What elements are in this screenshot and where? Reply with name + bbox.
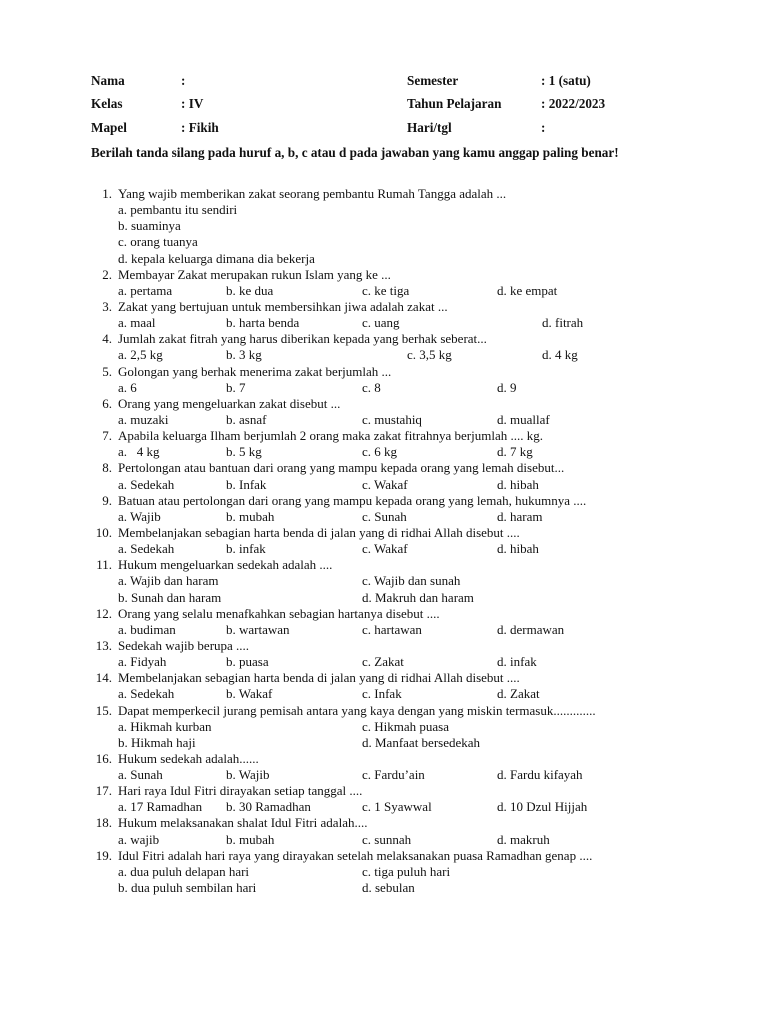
answer-option: c. sunnah: [362, 831, 412, 847]
question-text: Orang yang mengeluarkan zakat disebut ...: [118, 395, 341, 411]
option-row: [0, 622, 768, 638]
option-row: [0, 251, 768, 267]
answer-option: a. 6: [118, 379, 137, 395]
option-row: [0, 735, 768, 751]
instruction: Berilah tanda silang pada huruf a, b, c atau d pada jawaban yang kamu anggap paling benar!: [91, 145, 619, 160]
answer-option: c. tiga puluh hari: [362, 863, 451, 879]
question-item: [0, 703, 768, 719]
option-row: [0, 880, 768, 896]
answer-option: d. Fardu kifayah: [497, 767, 583, 783]
answer-option: b. Infak: [226, 476, 267, 492]
question-number: 6.: [102, 395, 112, 411]
option-row: [0, 477, 768, 493]
answer-option: d. sebulan: [362, 880, 415, 896]
question-item: [0, 396, 768, 412]
answer-option: b. 5 kg: [226, 444, 262, 460]
question-text: Dapat memperkecil jurang pemisah antara yang kaya dengan yang miskin termasuk.............: [118, 702, 596, 718]
question-number: 13.: [95, 637, 112, 653]
question-text: Hukum melaksanakan shalat Idul Fitri adalah....: [118, 815, 368, 831]
question-item: [0, 783, 768, 799]
question-item: [0, 815, 768, 831]
question-number: 3.: [102, 298, 112, 314]
answer-option: a. Wajib: [118, 508, 161, 524]
question-number: 12.: [95, 605, 112, 621]
option-row: [0, 864, 768, 880]
answer-option: a. maal: [118, 315, 156, 331]
question-text: Membelanjakan sebagian harta benda di jalan yang di ridhai Allah disebut ....: [118, 524, 520, 540]
question-text: Hukum sedekah adalah......: [118, 750, 259, 766]
nama-value: :: [181, 73, 186, 88]
answer-option: c. hartawan: [362, 621, 422, 637]
answer-option: b. Hikmah haji: [118, 734, 196, 750]
question-number: 18.: [95, 815, 112, 831]
question-item: [0, 299, 768, 315]
tahun-label: Tahun Pelajaran: [407, 96, 502, 111]
answer-option: d. muallaf: [497, 411, 550, 427]
mapel-value: : Fikih: [181, 120, 219, 135]
hari-value: :: [541, 120, 546, 135]
answer-option: c. Wakaf: [362, 541, 408, 557]
answer-option: d. 7 kg: [497, 444, 533, 460]
question-number: 14.: [95, 670, 112, 686]
answer-option: c. Fardu’ain: [362, 767, 425, 783]
answer-option: a. muzaki: [118, 411, 169, 427]
question-item: [0, 638, 768, 654]
option-row: [0, 767, 768, 783]
answer-option: b. wartawan: [226, 621, 290, 637]
option-row: [0, 573, 768, 589]
answer-option: d. kepala keluarga dimana dia bekerja: [118, 250, 315, 266]
answer-option: c. 1 Syawwal: [362, 799, 432, 815]
question-item: [0, 428, 768, 444]
option-row: [0, 686, 768, 702]
mapel-label: Mapel: [91, 120, 127, 135]
answer-option: a. Hikmah kurban: [118, 718, 212, 734]
option-row: [0, 799, 768, 815]
option-row: [0, 654, 768, 670]
answer-option: b. Wakaf: [226, 686, 273, 702]
semester-label: Semester: [407, 73, 459, 88]
answer-option: a. Sedekah: [118, 476, 175, 492]
answer-option: a. dua puluh delapan hari: [118, 863, 250, 879]
answer-option: d. 4 kg: [542, 347, 578, 363]
answer-option: d. 9: [497, 379, 517, 395]
answer-option: b. Sunah dan haram: [118, 589, 222, 605]
question-number: 15.: [95, 702, 112, 718]
question-number: 5.: [102, 363, 112, 379]
question-text: Hukum mengeluarkan sedekah adalah ....: [118, 557, 333, 573]
question-item: [0, 606, 768, 622]
question-number: 8.: [102, 460, 112, 476]
option-row: [0, 444, 768, 460]
option-row: [0, 719, 768, 735]
question-item: [0, 848, 768, 864]
option-row: [0, 509, 768, 525]
option-row: [0, 234, 768, 250]
answer-option: d. makruh: [497, 831, 550, 847]
answer-option: d. dermawan: [497, 621, 565, 637]
question-number: 16.: [95, 750, 112, 766]
question-item: [0, 670, 768, 686]
question-text: Idul Fitri adalah hari raya yang dirayakan setelah melaksanakan puasa Ramadhan genap ....: [118, 847, 593, 863]
answer-option: d. Makruh dan haram: [362, 589, 474, 605]
question-item: [0, 267, 768, 283]
answer-option: c. Infak: [362, 686, 402, 702]
option-row: [0, 218, 768, 234]
question-text: Zakat yang bertujuan untuk membersihkan jiwa adalah zakat ...: [118, 298, 448, 314]
question-number: 4.: [102, 331, 112, 347]
answer-option: b. 7: [226, 379, 246, 395]
answer-option: c. Sunah: [362, 508, 407, 524]
answer-option: c. Wajib dan sunah: [362, 573, 461, 589]
answer-option: c. mustahiq: [362, 411, 422, 427]
question-item: [0, 751, 768, 767]
answer-option: c. 8: [362, 379, 381, 395]
question-item: [0, 364, 768, 380]
answer-option: b. dua puluh sembilan hari: [118, 880, 257, 896]
option-row: [0, 315, 768, 331]
answer-option: a. 17 Ramadhan: [118, 799, 203, 815]
question-number: 19.: [95, 847, 112, 863]
question-text: Hari raya Idul Fitri dirayakan setiap tanggal ....: [118, 783, 363, 799]
question-text: Orang yang selalu menafkahkan sebagian hartanya disebut ....: [118, 605, 440, 621]
option-row: [0, 412, 768, 428]
question-item: [0, 557, 768, 573]
question-text: Batuan atau pertolongan dari orang yang mampu kepada orang yang lemah, hukumnya ....: [118, 492, 587, 508]
answer-option: a. pembantu itu sendiri: [118, 202, 238, 218]
question-number: 10.: [95, 524, 112, 540]
option-row: [0, 202, 768, 218]
answer-option: b. puasa: [226, 654, 269, 670]
answer-option: d. haram: [497, 508, 543, 524]
answer-option: b. harta benda: [226, 315, 300, 331]
answer-option: a. 4 kg: [118, 444, 160, 460]
answer-option: c. Zakat: [362, 654, 404, 670]
answer-option: a. budiman: [118, 621, 176, 637]
question-number: 9.: [102, 492, 112, 508]
answer-option: d. Zakat: [497, 686, 540, 702]
question-text: Sedekah wajib berupa ....: [118, 637, 250, 653]
answer-option: a. Sunah: [118, 767, 163, 783]
answer-option: d. Manfaat bersedekah: [362, 734, 481, 750]
question-item: [0, 493, 768, 509]
answer-option: b. ke dua: [226, 282, 274, 298]
question-item: [0, 186, 768, 202]
question-list: [0, 186, 768, 896]
tahun-value: : 2022/2023: [541, 96, 606, 111]
question-text: Pertolongan atau bantuan dari orang yang mampu kepada orang yang lemah disebut...: [118, 460, 565, 476]
question-item: [0, 525, 768, 541]
answer-option: c. 3,5 kg: [407, 347, 452, 363]
option-row: [0, 590, 768, 606]
answer-option: d. ke empat: [497, 282, 558, 298]
answer-option: d. infak: [497, 654, 537, 670]
option-row: [0, 541, 768, 557]
hari-label: Hari/tgl: [407, 120, 452, 135]
question-text: Yang wajib memberikan zakat seorang pembantu Rumah Tangga adalah ...: [118, 186, 507, 201]
question-number: 11.: [96, 557, 112, 573]
question-text: Membelanjakan sebagian harta benda di jalan yang di ridhai Allah disebut ....: [118, 670, 520, 686]
question-text: Jumlah zakat fitrah yang harus diberikan kepada yang berhak seberat...: [118, 331, 487, 347]
question-number: 2.: [102, 266, 112, 282]
option-row: [0, 347, 768, 363]
option-row: [0, 832, 768, 848]
answer-option: a. Sedekah: [118, 541, 175, 557]
answer-option: d. 10 Dzul Hijjah: [497, 799, 588, 815]
kelas-value: : IV: [181, 96, 204, 111]
answer-option: b. mubah: [226, 508, 275, 524]
answer-option: b. mubah: [226, 831, 275, 847]
question-number: 7.: [102, 428, 112, 444]
answer-option: d. fitrah: [542, 315, 584, 331]
question-text: Apabila keluarga Ilham berjumlah 2 orang maka zakat fitrahnya berjumlah .... kg.: [118, 428, 543, 444]
answer-option: a. Fidyah: [118, 654, 167, 670]
kelas-label: Kelas: [91, 96, 123, 111]
answer-option: a. wajib: [118, 831, 160, 847]
nama-label: Nama: [91, 73, 125, 88]
answer-option: c. Wakaf: [362, 476, 408, 492]
answer-option: c. Hikmah puasa: [362, 718, 450, 734]
answer-option: b. asnaf: [226, 411, 267, 427]
answer-option: a. Sedekah: [118, 686, 175, 702]
answer-option: c. ke tiga: [362, 282, 410, 298]
answer-option: a. pertama: [118, 282, 173, 298]
answer-option: a. 2,5 kg: [118, 347, 163, 363]
answer-option: b. 3 kg: [226, 347, 262, 363]
answer-option: a. Wajib dan haram: [118, 573, 219, 589]
question-number: 17.: [95, 783, 112, 799]
option-row: [0, 380, 768, 396]
question-text: Golongan yang berhak menerima zakat berjumlah ...: [118, 363, 392, 379]
answer-option: b. suaminya: [118, 218, 181, 234]
semester-value: : 1 (satu): [541, 73, 591, 88]
question-item: [0, 460, 768, 476]
question-text: Membayar Zakat merupakan rukun Islam yang ke ...: [118, 266, 391, 282]
answer-option: c. 6 kg: [362, 444, 398, 460]
question-item: [0, 331, 768, 347]
option-row: [0, 283, 768, 299]
answer-option: b. Wajib: [226, 767, 270, 783]
answer-option: b. 30 Ramadhan: [226, 799, 311, 815]
answer-option: b. infak: [226, 541, 266, 557]
answer-option: c. orang tuanya: [118, 234, 198, 250]
answer-option: c. uang: [362, 315, 400, 331]
answer-option: d. hibah: [497, 476, 539, 492]
question-number: 1.: [102, 186, 112, 201]
answer-option: d. hibah: [497, 541, 539, 557]
